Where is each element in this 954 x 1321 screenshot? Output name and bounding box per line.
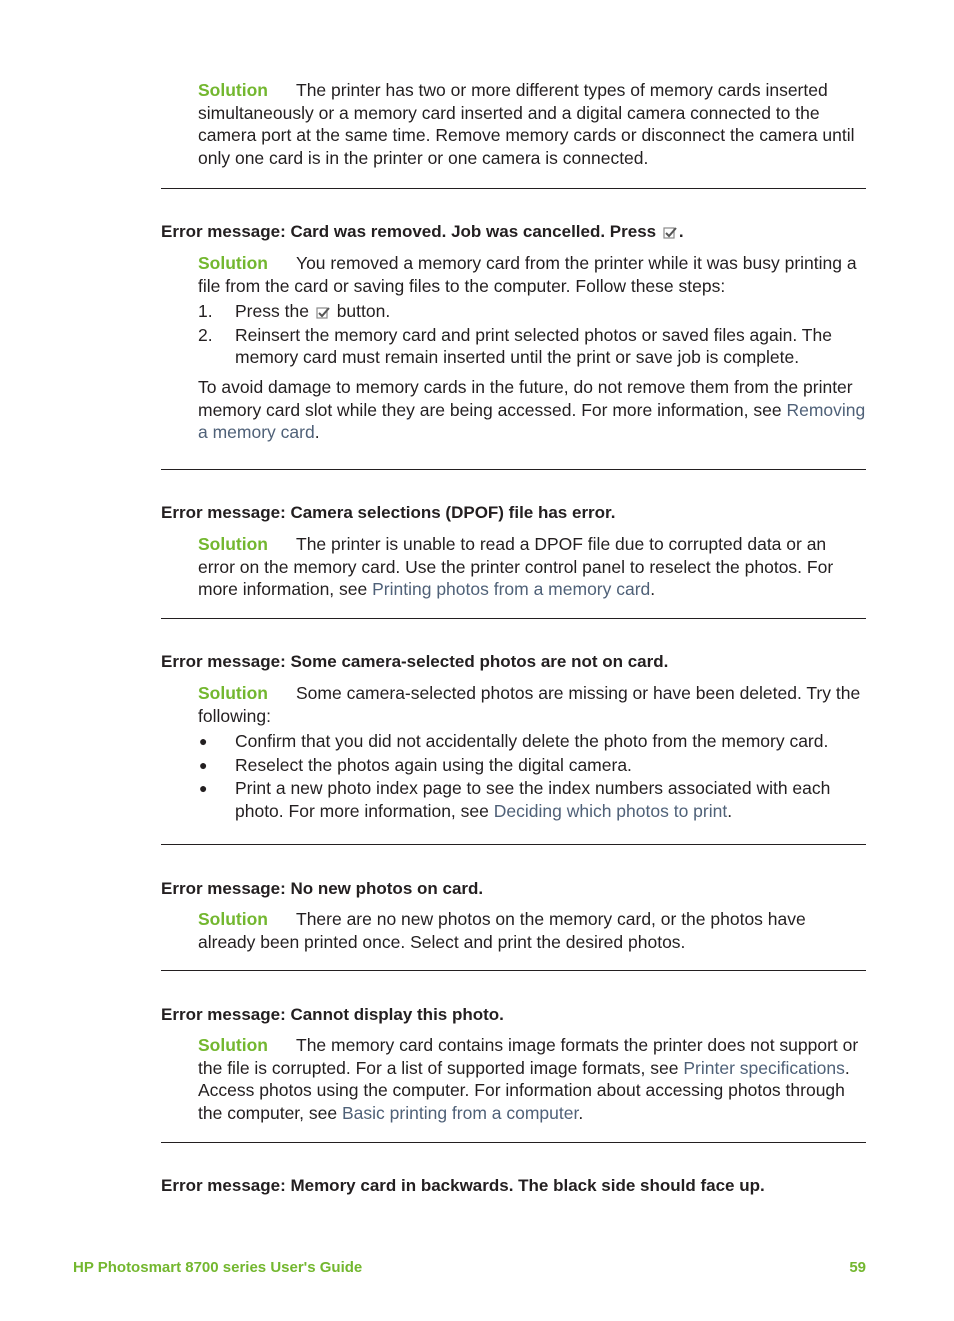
solution-label: Solution bbox=[198, 683, 268, 703]
solution-label: Solution bbox=[198, 1035, 268, 1055]
divider bbox=[161, 970, 866, 971]
link-deciding-photos[interactable]: Deciding which photos to print bbox=[493, 800, 728, 821]
divider bbox=[161, 188, 866, 189]
error-heading: Error message: No new photos on card. bbox=[161, 879, 484, 898]
section-no-new-photos bbox=[161, 878, 866, 953]
section-photos-not-on-card bbox=[161, 651, 866, 824]
footer-title: HP Photosmart 8700 series User's Guide bbox=[73, 1259, 363, 1276]
list-item: ● Confirm that you did not accidentally delete the photo from the memory card. bbox=[199, 731, 829, 752]
page-number: 59 bbox=[849, 1259, 866, 1276]
divider bbox=[161, 618, 866, 619]
error-heading: Error message: Memory card in backwards. The black side should face up. bbox=[161, 1176, 765, 1195]
section-card-removed bbox=[161, 221, 866, 444]
solution-paragraph: Solution You removed a memory card from the printer while it was busy printing a file from the card or saving files to the computer. Follow these steps: bbox=[198, 253, 857, 296]
link-removing-memory-card[interactable]: Removing a memory card bbox=[198, 399, 866, 443]
list-item: ● Reselect the photos again using the digital camera. bbox=[199, 754, 632, 775]
link-printer-specifications[interactable]: Printer specifications bbox=[683, 1057, 845, 1078]
solution-paragraph: Solution There are no new photos on the memory card, or the photos have already been printed once. Select and print the desired photos. bbox=[198, 909, 806, 952]
solution-paragraph: Solution The printer has two or more different types of memory cards inserted simultaneously or a memory card inserted and a digital camera connected to the camera port at the same time. Remove memory cards or disconnect the camera until only one card is in the printer or one camera is connected. bbox=[198, 80, 855, 168]
list-item: 1. Press the button. bbox=[198, 301, 391, 322]
link-printing-photos[interactable]: Printing photos from a memory card bbox=[372, 579, 651, 600]
divider bbox=[161, 1142, 866, 1143]
note-paragraph: To avoid damage to memory cards in the future, do not remove them from the printer memory card slot while they are being accessed. For more information, see Removing a memory card. bbox=[198, 376, 866, 443]
error-heading: Error message: Card was removed. Job was cancelled. Press . bbox=[161, 222, 684, 241]
page-footer bbox=[73, 1259, 866, 1276]
list-item: ● Print a new photo index page to see the index numbers associated with each photo. For more information, see Deciding which photos to print. bbox=[199, 778, 831, 821]
steps-list bbox=[198, 300, 866, 369]
solution-label: Solution bbox=[198, 253, 268, 273]
divider bbox=[161, 469, 866, 470]
checkmark-icon bbox=[316, 306, 330, 320]
solution-paragraph: Solution The printer is unable to read a DPOF file due to corrupted data or an error on the memory card. Use the printer control panel to reselect the photos. For more information, see Printing photos from a memory card. bbox=[198, 534, 834, 600]
solution-paragraph: Solution Some camera-selected photos are missing or have been deleted. Try the following: bbox=[198, 683, 861, 726]
section-card-backwards bbox=[161, 1175, 866, 1197]
error-heading: Error message: Some camera-selected photos are not on card. bbox=[161, 652, 669, 671]
section-cannot-display bbox=[161, 1004, 866, 1124]
section-dpof-error bbox=[161, 502, 866, 601]
solution-label: Solution bbox=[198, 80, 268, 100]
bullet-list bbox=[198, 730, 866, 822]
checkmark-icon bbox=[663, 226, 677, 240]
error-heading: Error message: Camera selections (DPOF) file has error. bbox=[161, 503, 616, 522]
section-multiple-cards bbox=[161, 79, 866, 169]
error-heading: Error message: Cannot display this photo. bbox=[161, 1005, 504, 1024]
solution-label: Solution bbox=[198, 534, 268, 554]
divider bbox=[161, 844, 866, 845]
solution-paragraph: Solution The memory card contains image formats the printer does not support or the file is corrupted. For a list of supported image formats, see Printer specifications. Access photos using the computer. For information about accessing photos through the computer, see Basic printing from a computer. bbox=[198, 1035, 859, 1123]
list-item: 2. Reinsert the memory card and print selected photos or saved files again. The memory card must remain inserted until the print or save job is complete. bbox=[198, 324, 832, 368]
solution-label: Solution bbox=[198, 909, 268, 929]
link-basic-printing[interactable]: Basic printing from a computer bbox=[342, 1102, 579, 1123]
